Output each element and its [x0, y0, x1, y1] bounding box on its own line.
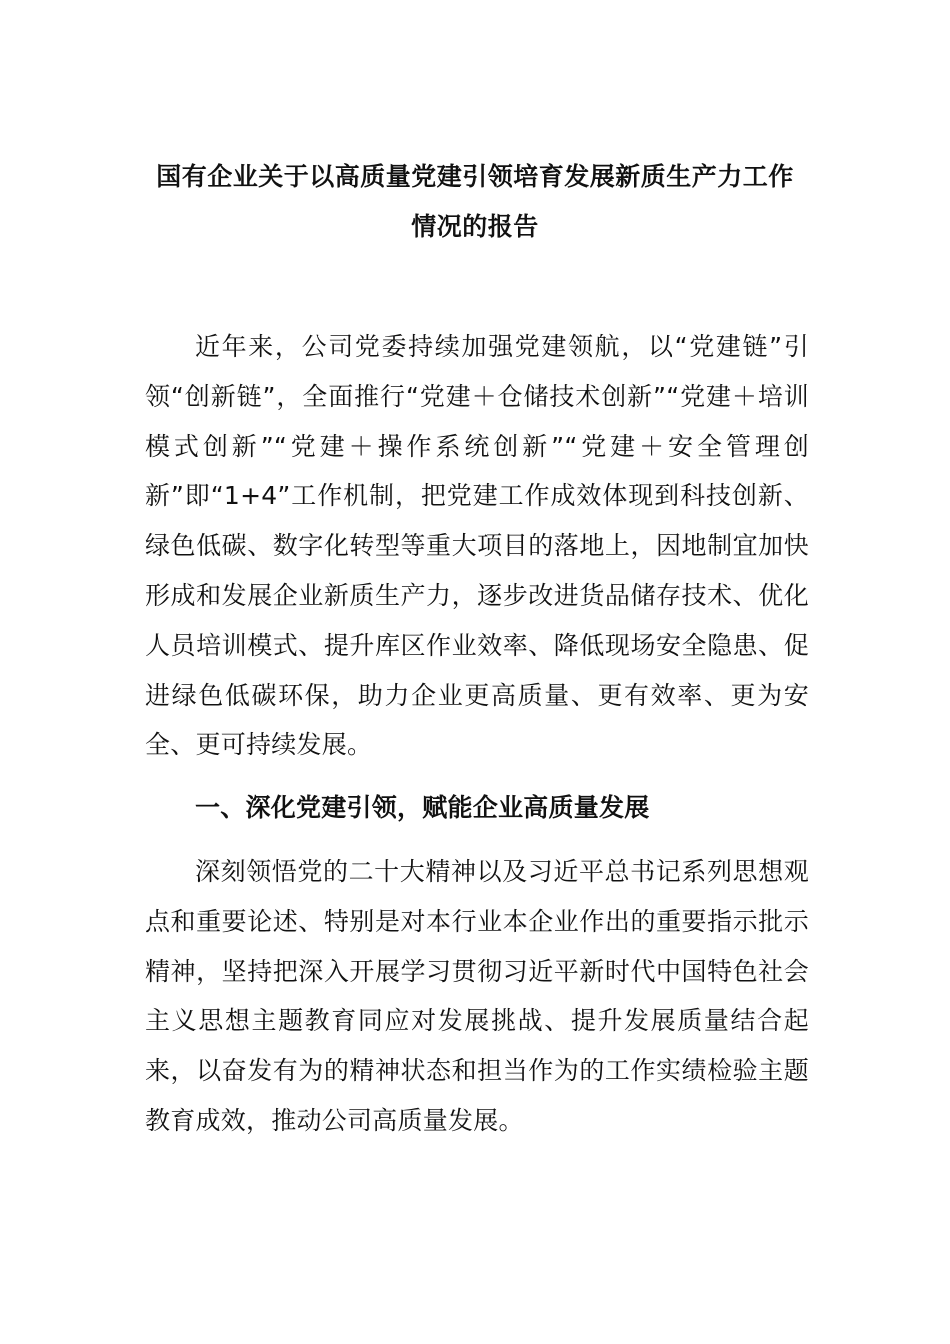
- section-heading-1: 一、深化党建引领，赋能企业高质量发展: [195, 793, 650, 823]
- document-body: [145, 322, 809, 1146]
- section-1-paragraph: 深刻领悟党的二十大精神以及习近平总书记系列思想观点和重要论述、特别是对本行业本企业作出的重要指示批示精神，坚持把深入开展学习贯彻习近平新时代中国特色社会主义思想主题教育同应对发展挑战、提升发展质量结合起来，以奋发有为的精神状态和担当作为的工作实绩检验主题教育成效，推动公司高质量发展。: [145, 856, 809, 1135]
- document-title: 国有企业关于以高质量党建引领培育发展新质生产力工作情况的报告: [156, 162, 794, 241]
- intro-paragraph: 近年来，公司党委持续加强党建领航，以“党建链”引领“创新链”，全面推行“党建＋仓储技术创新”“党建＋培训模式创新”“党建＋操作系统创新”“党建＋安全管理创新”即“1+4”工作机制，把党建工作成效体现到科技创新、绿色低碳、数字化转型等重大项目的落地上，因地制宜加快形成和发展企业新质生产力，逐步改进货品储存技术、优化人员培训模式、提升库区作业效率、降低现场安全隐患、促进绿色低碳环保，助力企业更高质量、更有效率、更为安全、更可持续发展。: [145, 332, 809, 760]
